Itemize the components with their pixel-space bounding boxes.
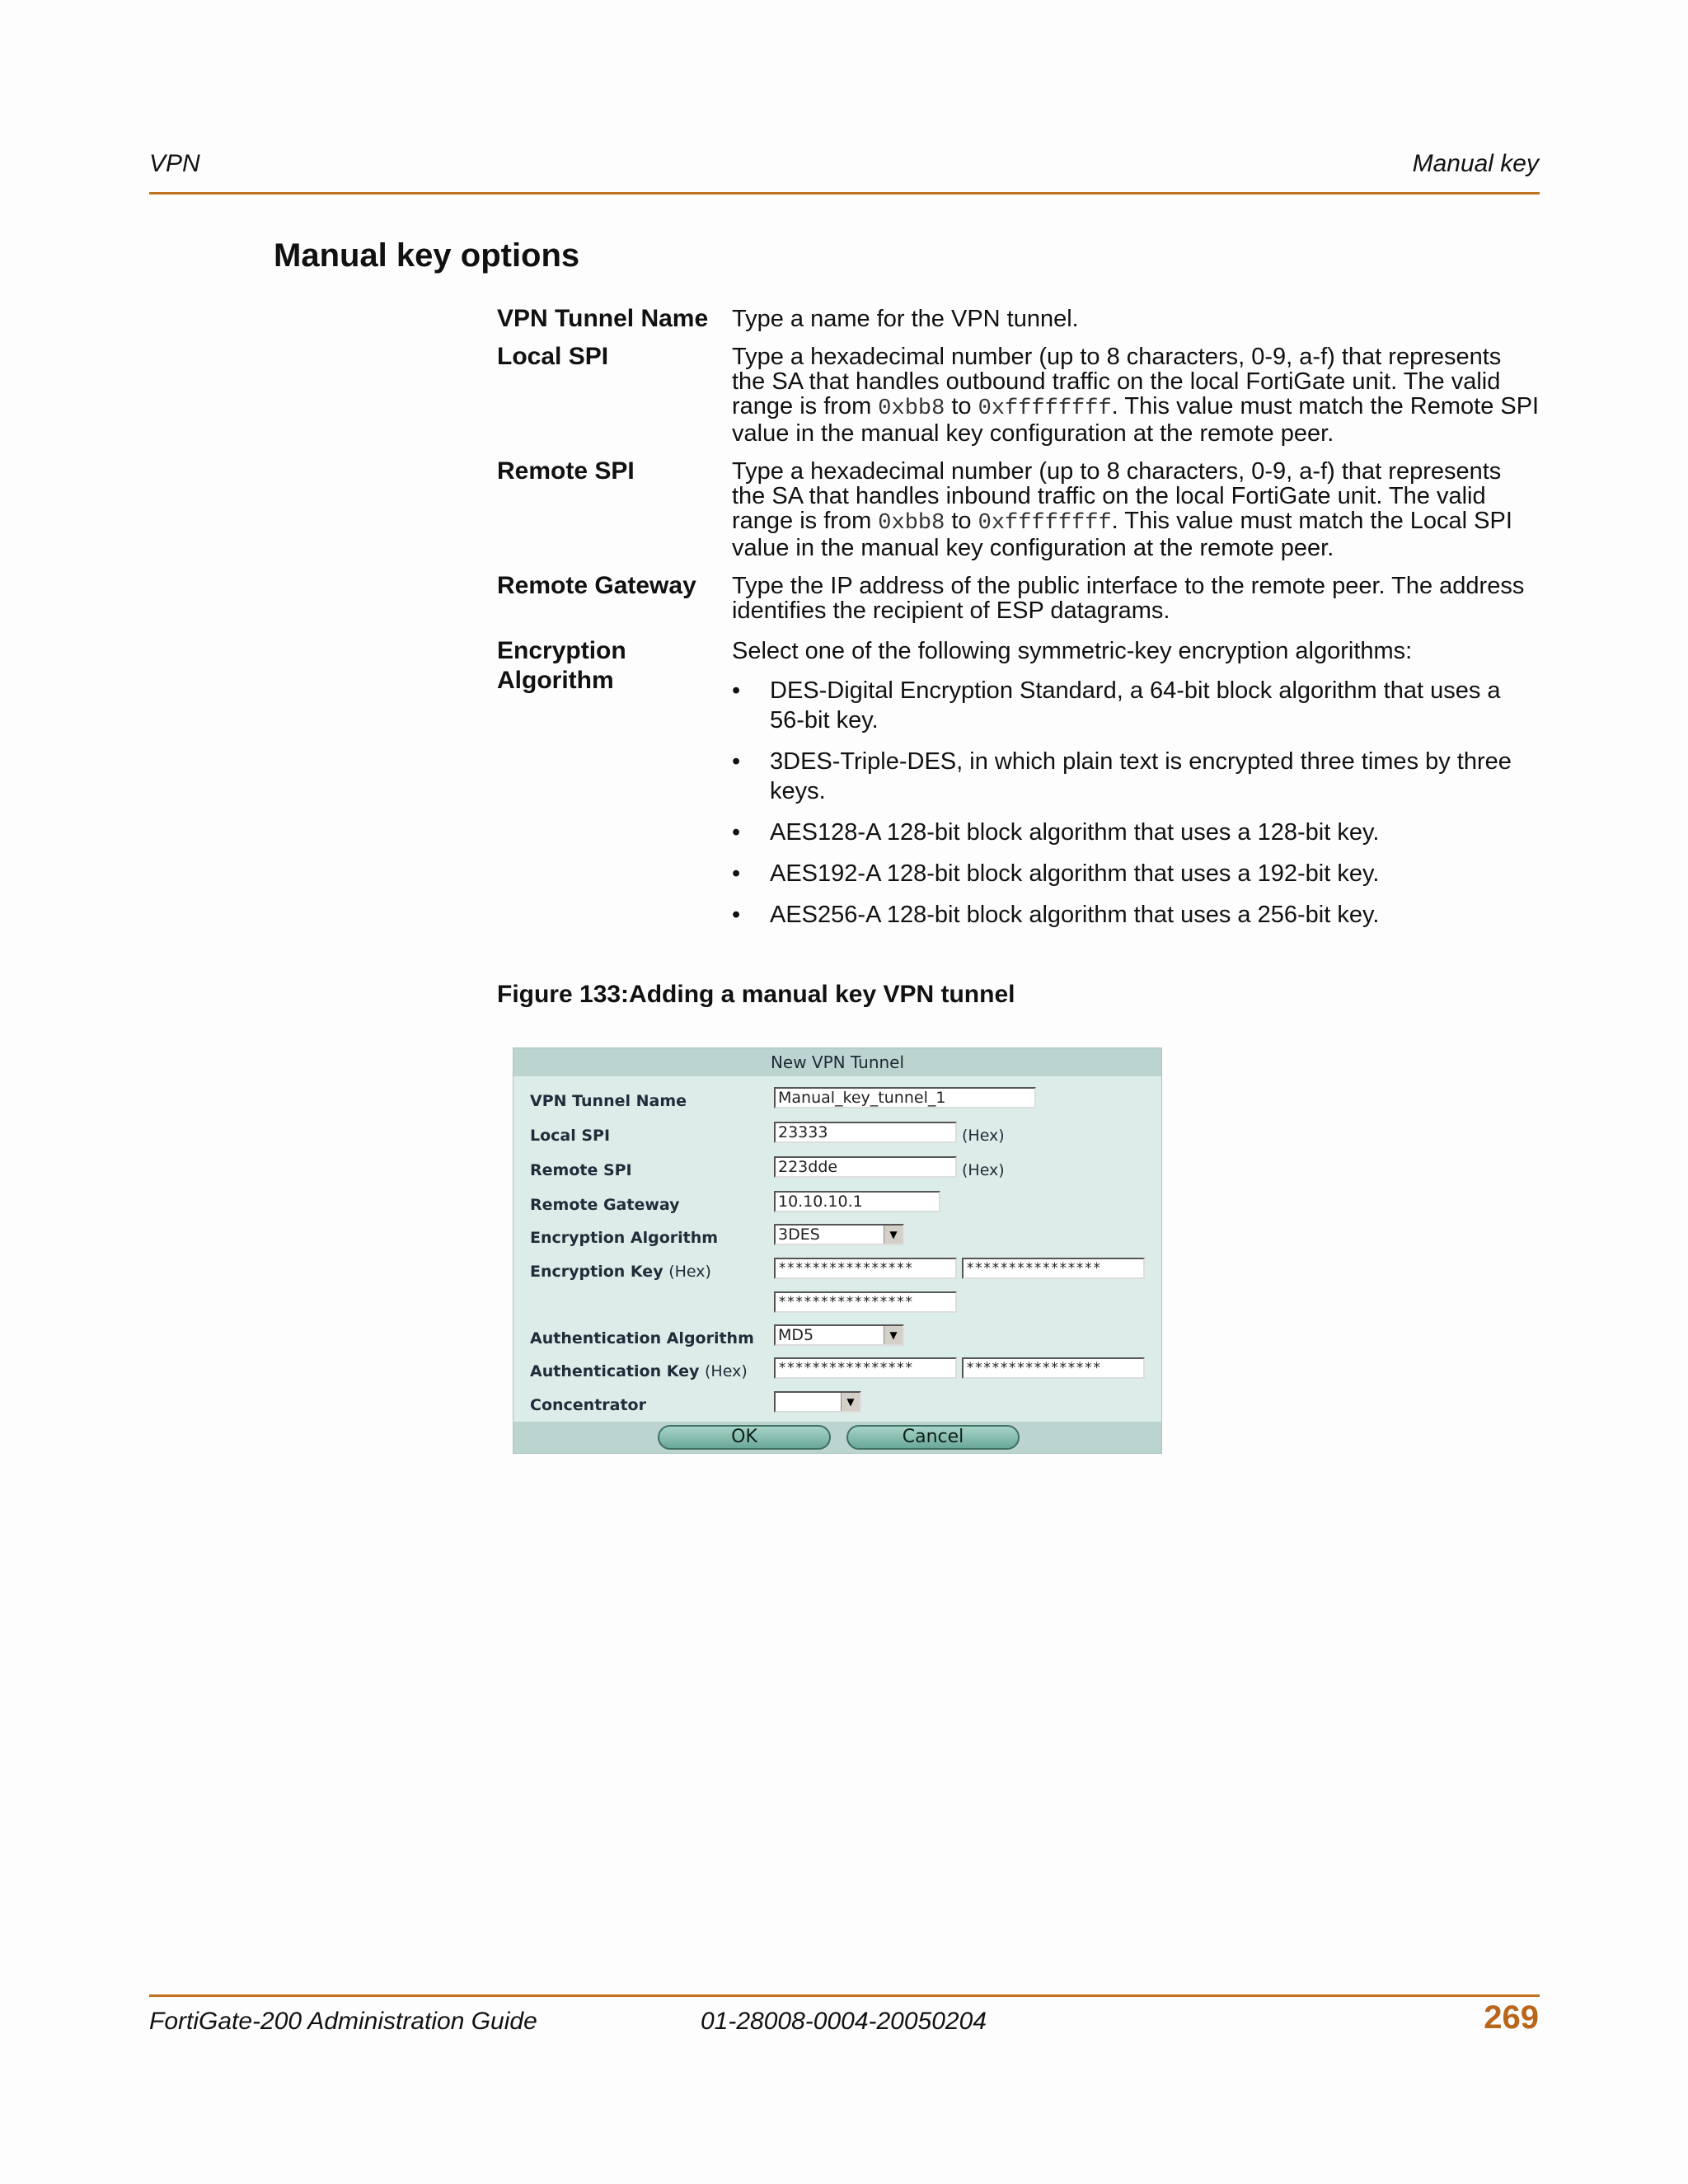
- footer-rule: [149, 1994, 1540, 1997]
- list-item: • AES256-A 128-bit block algorithm that uses a 256-bit key.: [732, 900, 1540, 930]
- remote-spi-label: Remote SPI: [530, 1161, 632, 1179]
- description-text: Type a hexadecimal number (up to 8 characters, 0-9, a-f) that represents the SA that handles outbound traffic on the local FortiGate unit. The valid range is from: [732, 344, 1502, 419]
- footer-doc-number: 01-28008-0004-20050204: [701, 2008, 987, 2035]
- concentrator-label: Concentrator: [530, 1396, 646, 1414]
- description-text: to: [945, 508, 978, 534]
- footer-guide-title: FortiGate-200 Administration Guide: [149, 2008, 537, 2035]
- dialog-title: New VPN Tunnel: [513, 1048, 1161, 1076]
- definition-row: [497, 459, 1540, 560]
- authentication-key-field-2[interactable]: ****************: [962, 1357, 1145, 1379]
- encryption-key-label: [530, 1263, 711, 1281]
- encryption-key-field-2[interactable]: ****************: [962, 1258, 1145, 1279]
- description: Type a name for the VPN tunnel.: [732, 306, 1079, 332]
- definition-row: [497, 344, 1540, 446]
- description: [732, 459, 1540, 560]
- chevron-down-icon[interactable]: ▼: [884, 1226, 903, 1244]
- definition-row: [497, 636, 1540, 941]
- selected-value: 3DES: [778, 1226, 820, 1244]
- remote-gateway-input[interactable]: 10.10.10.1: [774, 1191, 940, 1212]
- code-value: 0xbb8: [878, 396, 945, 421]
- definition-table: [497, 307, 1540, 954]
- list-item: • AES128-A 128-bit block algorithm that uses a 128-bit key.: [732, 818, 1540, 847]
- authentication-algorithm-label: Authentication Algorithm: [530, 1329, 754, 1347]
- ok-button[interactable]: OK: [658, 1425, 831, 1450]
- hex-label: (Hex): [668, 1263, 711, 1281]
- description-text: . This value must match the Remote SPI value in the manual key configuration at the remote peer.: [732, 393, 1540, 447]
- encryption-key-field-3[interactable]: ****************: [774, 1291, 957, 1313]
- remote-gateway-label: Remote Gateway: [530, 1196, 680, 1214]
- term: Remote Gateway: [497, 572, 696, 599]
- description-text: to: [945, 393, 978, 419]
- term: Remote SPI: [497, 457, 635, 485]
- term: Local SPI: [497, 343, 609, 370]
- list-item: • AES192-A 128-bit block algorithm that uses a 192-bit key.: [732, 859, 1540, 888]
- encryption-algorithm-label: Encryption Algorithm: [530, 1229, 719, 1247]
- cancel-button[interactable]: Cancel: [846, 1425, 1020, 1450]
- list-item: • 3DES-Triple-DES, in which plain text is encrypted three times by three keys.: [732, 747, 1540, 806]
- tunnel-name-label: VPN Tunnel Name: [530, 1092, 687, 1110]
- label-text: Encryption Key: [530, 1263, 663, 1281]
- chevron-down-icon[interactable]: ▼: [884, 1326, 903, 1344]
- local-spi-label: Local SPI: [530, 1127, 611, 1145]
- header-topic: Manual key: [1412, 150, 1539, 177]
- figure-caption: Figure 133:Adding a manual key VPN tunnel: [497, 981, 1015, 1008]
- definition-row: [497, 307, 1540, 331]
- hex-label: (Hex): [962, 1161, 1005, 1179]
- hex-label: (Hex): [705, 1362, 748, 1380]
- header-rule: [149, 192, 1540, 194]
- local-spi-input[interactable]: 23333: [774, 1122, 957, 1143]
- term: Encryption Algorithm: [497, 637, 626, 694]
- concentrator-select[interactable]: [774, 1391, 861, 1413]
- description-text: Select one of the following symmetric-key encryption algorithms:: [732, 638, 1413, 664]
- chevron-down-icon[interactable]: ▼: [841, 1393, 860, 1411]
- selected-value: MD5: [778, 1326, 814, 1344]
- description-text: . This value must match the Local SPI value in the manual key configuration at the remote peer.: [732, 508, 1512, 561]
- tunnel-name-input[interactable]: Manual_key_tunnel_1: [774, 1087, 1036, 1108]
- new-vpn-tunnel-dialog: [513, 1047, 1162, 1454]
- definition-row: [497, 574, 1540, 623]
- term: VPN Tunnel Name: [497, 305, 709, 332]
- hex-label: (Hex): [962, 1127, 1005, 1145]
- description: Type the IP address of the public interface to the remote peer. The address identifies the recipient of ESP datagrams.: [732, 573, 1525, 624]
- encryption-algorithm-select[interactable]: [774, 1224, 904, 1245]
- code-value: 0xffffffff: [978, 396, 1112, 421]
- authentication-key-field-1[interactable]: ****************: [774, 1357, 957, 1379]
- dialog-footer: [513, 1422, 1161, 1453]
- page-number: 269: [1484, 1999, 1539, 2036]
- bullet-list: [732, 676, 1540, 930]
- remote-spi-input[interactable]: 223dde: [774, 1156, 957, 1178]
- authentication-algorithm-select[interactable]: [774, 1324, 904, 1346]
- code-value: 0xffffffff: [978, 511, 1112, 536]
- label-text: Authentication Key: [530, 1362, 700, 1380]
- encryption-key-field-1[interactable]: ****************: [774, 1258, 957, 1279]
- authentication-key-label: [530, 1362, 748, 1380]
- code-value: 0xbb8: [878, 511, 945, 536]
- list-item: • DES-Digital Encryption Standard, a 64-bit block algorithm that uses a 56-bit key.: [732, 676, 1540, 735]
- section-title: Manual key options: [274, 237, 580, 274]
- description: [732, 344, 1540, 446]
- description-text: Type a hexadecimal number (up to 8 characters, 0-9, a-f) that represents the SA that handles inbound traffic on the local FortiGate unit. The valid range is from: [732, 458, 1502, 534]
- description: [732, 636, 1540, 941]
- header-section: VPN: [149, 150, 200, 177]
